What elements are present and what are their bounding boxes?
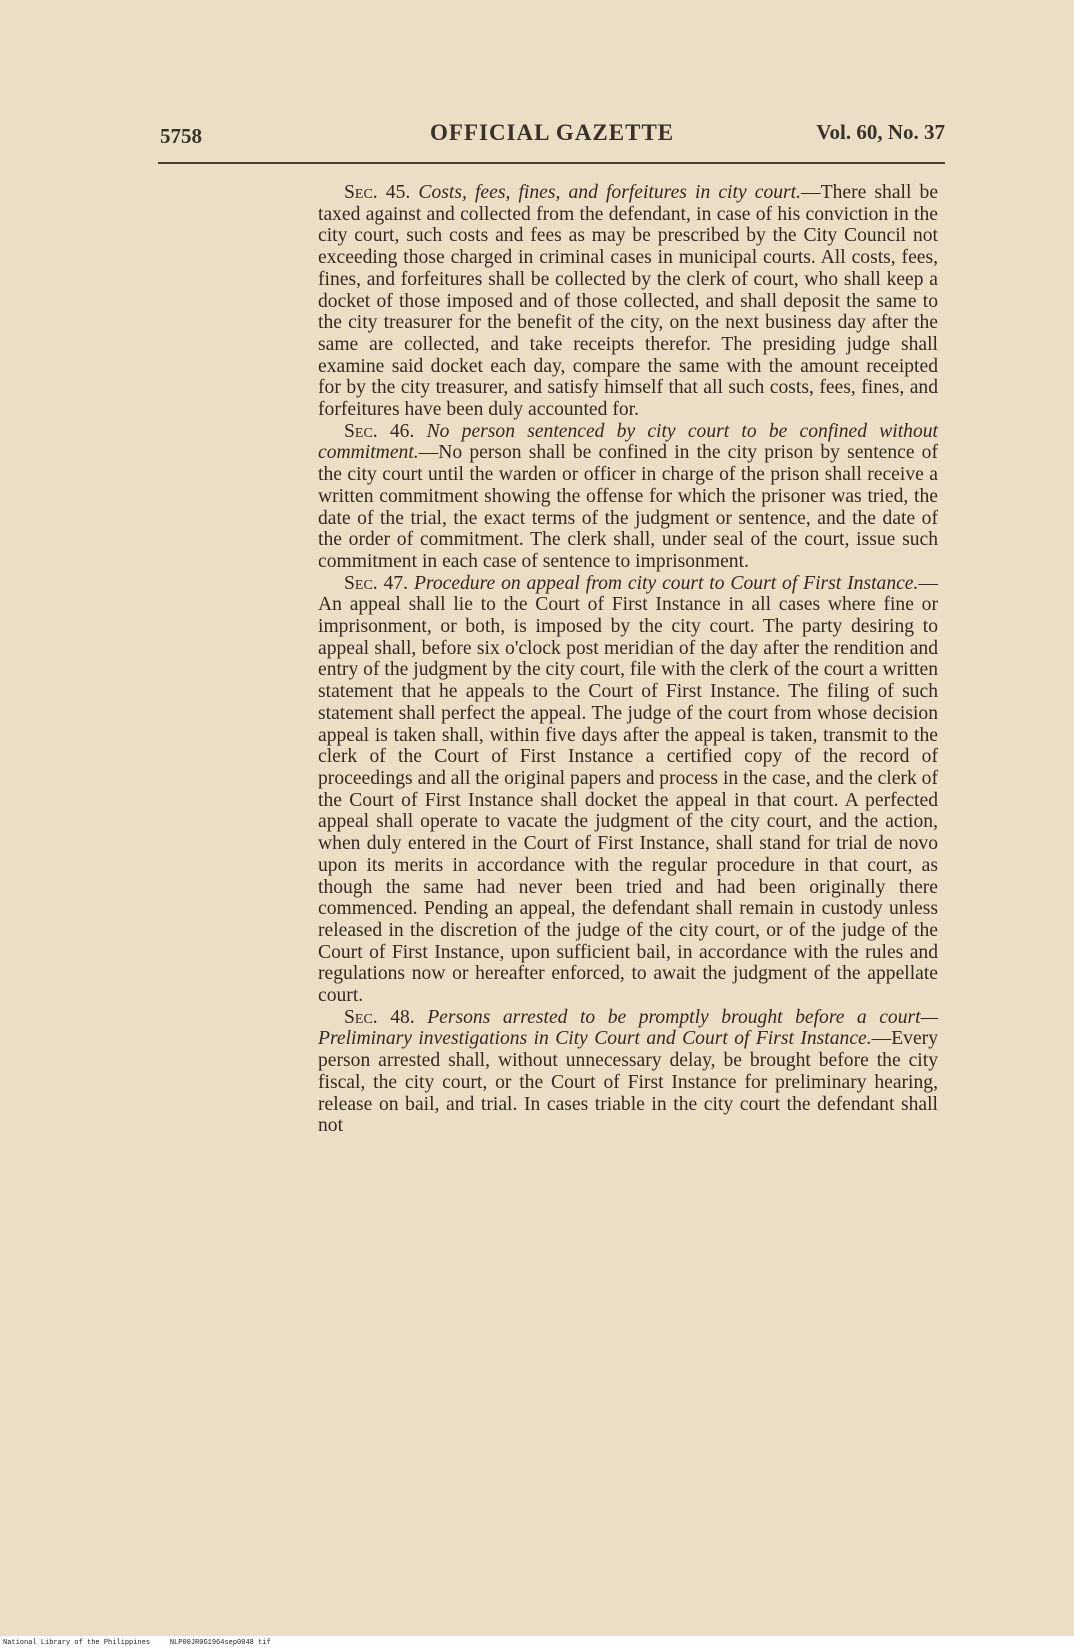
body-text (318, 182, 938, 1137)
section-title: No person sentenced by city court to be confined without commitment. (318, 420, 938, 464)
gazette-title: OFFICIAL GAZETTE (430, 120, 675, 145)
section-title: Costs, fees, fines, and forfeitures in city court. (418, 182, 802, 203)
section-title: Procedure on appeal from city court to Court of First Instance. (413, 572, 919, 594)
section-47 (318, 573, 938, 1007)
volume-issue: Vol. 60, No. 37 (816, 120, 945, 144)
scan-footer (0, 1636, 1074, 1650)
section-text: —There shall be taxed against and collected from the defendant, in case of his conviction in the city court, such costs and fees as may be prescribed by the City Council not exceeding those charged in criminal cases in municipal courts. All costs, fees, fines, and forfeitures shall be collected by the clerk of court, who shall keep a docket of those imposed and of those collected, and shall deposit the same to the city treasurer for the benefit of the city, on the next business day after the same are collected, and take receipts therefor. The presiding judge shall examine said docket each day, compare the same with the amount receipted for by the city treasurer, and satisfy himself that all such costs, fees, fines, and forfeitures have been duly accounted for. (318, 182, 939, 421)
section-text: —No person shall be confined in the city prison by sentence of the city court until the warden or officer in charge of the prison shall receive a written commitment showing the offense for which the prisoner was tried, the date of the trial, the exact terms of the judgment or sentence, and the date of the order of commitment. The clerk shall, under seal of the court, issue such commitment in each case of sentence to imprisonment. (318, 442, 938, 572)
section-label: Sec. 46. (344, 420, 415, 442)
section-text: —Every person arrested shall, without unnecessary delay, be brought before the city fiscal, the city court, or the Court of First Instance for preliminary hearing, release on bail, and trial. In cases triable in the city court the defendant shall not (318, 1028, 938, 1137)
section-label: Sec. 48. (344, 1006, 415, 1028)
section-label: Sec. 47. (344, 572, 409, 594)
section-48 (318, 1007, 938, 1137)
footer-library: National Library of the Philippines (3, 1639, 151, 1647)
section-text: —An appeal shall lie to the Court of First Instance in all cases where fine or imprisonment, or both, is imposed by the city court. The party desiring to appeal shall, before six o'clock post meridian of the day after the rendition and entry of the judgment by the city court, file with the clerk of the court a written statement that he appeals to the Court of First Instance. The filing of such statement shall perfect the appeal. The judge of the court from whose decision appeal is taken shall, within five days after the appeal is taken, transmit to the clerk of the Court of First Instance a certified copy of the record of proceedings and all the original papers and process in the case, and the clerk of the Court of First Instance shall docket the appeal in that court. A perfected appeal shall operate to vacate the judgment of the city court, and the action, when duly entered in the Court of First Instance, shall stand for trial de novo upon its merits in accordance with the regular procedure in that court, as though the same had never been tried and had been originally there commenced. Pending an appeal, the defendant shall remain in custody unless released in the discretion of the judge of the city court, or of the judge of the Court of First Instance, upon sufficient bail, in accordance with the rules and regulations now or hereafter enforced, to await the judgment of the appellate court. (318, 572, 939, 1007)
header-rule (158, 162, 945, 164)
page-number: 5758 (160, 124, 202, 148)
section-45 (318, 182, 938, 421)
section-title: Persons arrested to be promptly brought before a court—Preliminary investigations in City Court and Court of First Instance. (318, 1006, 939, 1050)
section-46 (318, 421, 938, 573)
section-label: Sec. 45. (344, 182, 411, 203)
footer-file-name: NLP00JR0G1964sep0048 tif (169, 1639, 271, 1647)
page-header (160, 118, 945, 152)
